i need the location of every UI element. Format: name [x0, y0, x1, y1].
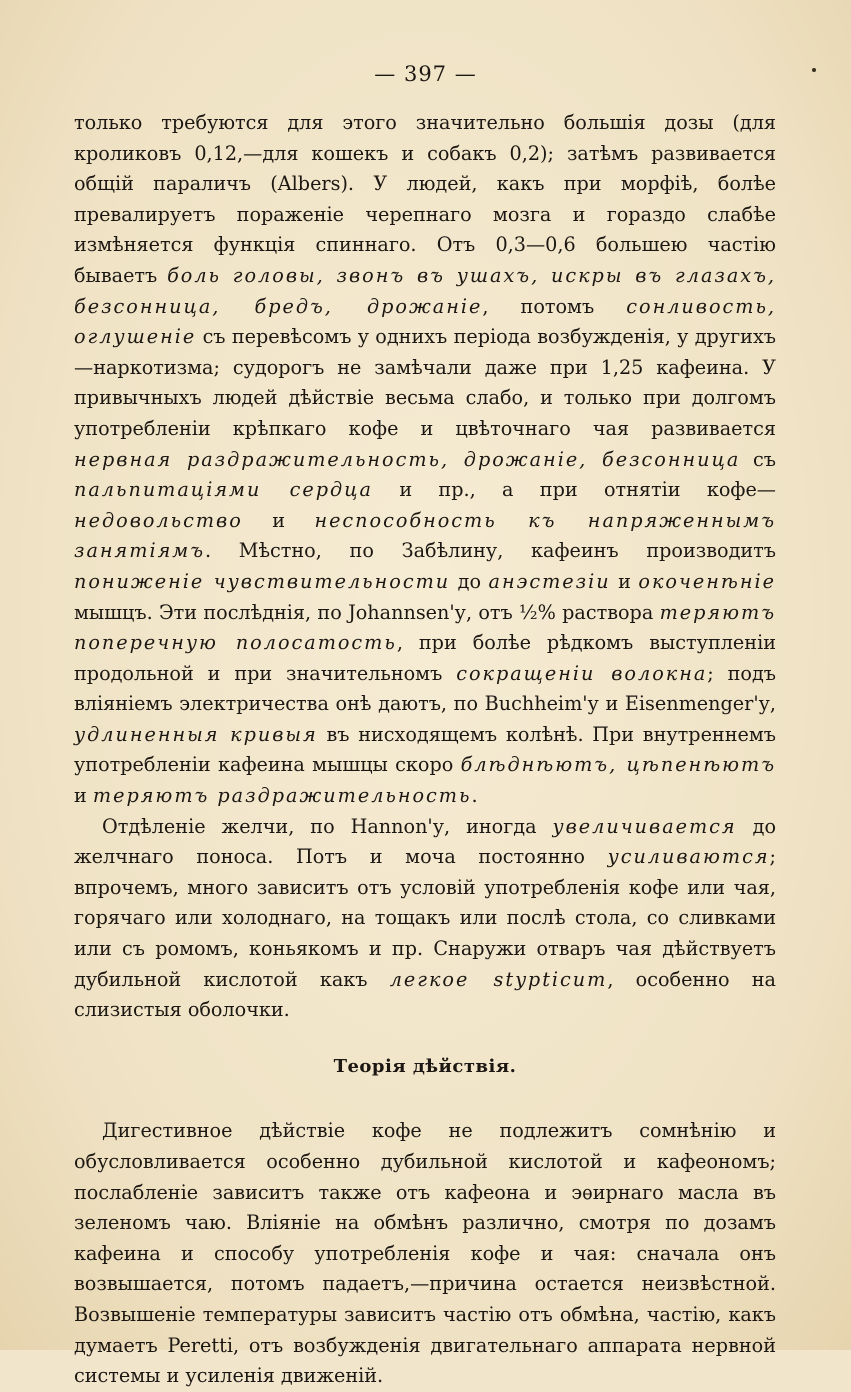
emphasized-text: сонливость, оглушеніе	[74, 294, 776, 349]
paragraph	[74, 1116, 776, 1391]
text-run: Отдѣленіе желчи, по Hannon'у, иногда	[102, 814, 553, 838]
emphasized-text: усиливаются	[607, 845, 770, 869]
emphasized-text: окоченѣніе	[638, 569, 776, 593]
emphasized-text: неспособность къ напряженнымъ занятіямъ	[74, 508, 776, 563]
emphasized-text: сокращеніи волокна	[456, 661, 708, 685]
text-run: , особенно на слизистыя оболочки.	[74, 967, 776, 1022]
text-run: ; подъ вліяніемъ электричества онѣ даютъ, по Buchheim'у и Eisenmenger'у,	[74, 661, 777, 716]
emphasized-text: боль головы, звонъ въ ушахъ, искры въ глазахъ, безсонница, бредъ, дрожаніе	[74, 263, 777, 318]
text-run: и пр., а при отнятіи кофе—	[373, 478, 776, 502]
emphasized-text: теряютъ поперечную полосатость	[74, 600, 776, 655]
text-section-theory	[74, 1116, 776, 1391]
text-run: и	[242, 508, 315, 532]
text-run: съ перевѣсомъ у однихъ періода возбужденія, у другихъ—наркотизма; судорогъ не замѣчали даже при 1,25 кафеина. У привычныхъ людей дѣйствіе весьма слабо, и только при долгомъ употребленіи крѣпкаго кофе и цвѣточнаго чая развивается	[74, 325, 776, 440]
emphasized-text: увеличивается	[552, 814, 737, 838]
text-run: , потомъ	[482, 294, 627, 318]
text-run: въ нисходящемъ колѣнѣ. При внутреннемъ употребленіи кафеина мышцы скоро	[74, 722, 776, 777]
text-section-main	[74, 108, 776, 1026]
paragraph	[74, 108, 776, 812]
text-run: Дигестивное дѣйствіе кофе не подлежитъ сомнѣнію и обусловливается особенно дубильной кислотой и кафеономъ; послабленіе зависитъ также отъ кафеона и эѳирнаго масла въ зеленомъ чаю. Вліяніе на обмѣнъ различно, смотря по дозамъ кафеина и способу употребленія кофе и чая: сначала онъ возвышается, потомъ падаетъ,—причина остается неизвѣстной. Возвышеніе температуры зависитъ частію отъ обмѣна, частію, какъ думаетъ Peretti, отъ возбужденія двигательнаго аппарата нервной системы и усиленія движеній.	[74, 1119, 776, 1388]
text-run: и	[610, 569, 639, 593]
emphasized-text: недовольство	[74, 508, 243, 532]
text-run: .	[471, 784, 478, 808]
text-run: до желчнаго поноса. Потъ и моча постоянно	[74, 814, 776, 869]
page-body	[74, 108, 776, 1392]
text-run: съ	[740, 447, 776, 471]
text-run: , при болѣе рѣдкомъ выступленіи продольной и при значительномъ	[74, 631, 776, 685]
page-number: — 397 —	[374, 62, 477, 86]
emphasized-text: удлиненныя кривыя	[74, 722, 318, 746]
text-run: мышцъ. Эти послѣднія, по Johannsen'у, отъ ½% раствора	[74, 600, 660, 624]
emphasized-text: легкое stypticum	[389, 967, 608, 991]
emphasized-text: пальпитаціями сердца	[74, 478, 373, 502]
emphasized-text: теряютъ раздражительность	[92, 784, 472, 808]
text-run: . Мѣстно, по Забѣлину, кафеинъ производитъ	[204, 539, 776, 563]
print-speck	[812, 68, 816, 72]
text-run: ; впрочемъ, много зависитъ отъ условій употребленія кофе или чая, горячаго или холоднаго, на тощакъ или послѣ стола, со сливками или съ ромомъ, коньякомъ и пр. Снаружи отваръ чая дѣйствуетъ дубильной кислотой какъ	[74, 845, 776, 991]
emphasized-text: пониженіе чувствительности	[74, 569, 451, 593]
emphasized-text: анэстезіи	[488, 569, 611, 593]
paragraph	[74, 812, 776, 1026]
text-run: и	[74, 784, 93, 808]
emphasized-text: нервная раздражительность, дрожаніе, безсонница	[74, 447, 741, 471]
emphasized-text: блѣднѣютъ, цѣпенѣютъ	[460, 753, 776, 777]
section-heading: Теорія дѣйствія.	[333, 1055, 517, 1077]
text-run: до	[450, 569, 489, 593]
text-run: только требуются для этого значительно большія дозы (для кроликовъ 0,12,—для кошекъ и собакъ 0,2); затѣмъ развивается общій параличъ (Albers). У людей, какъ при морфіѣ, болѣе превалируетъ пораженіе черепнаго мозга и гораздо слабѣе измѣняется функція спиннаго. Отъ 0,3—0,6 большею частію бываетъ	[74, 111, 776, 287]
